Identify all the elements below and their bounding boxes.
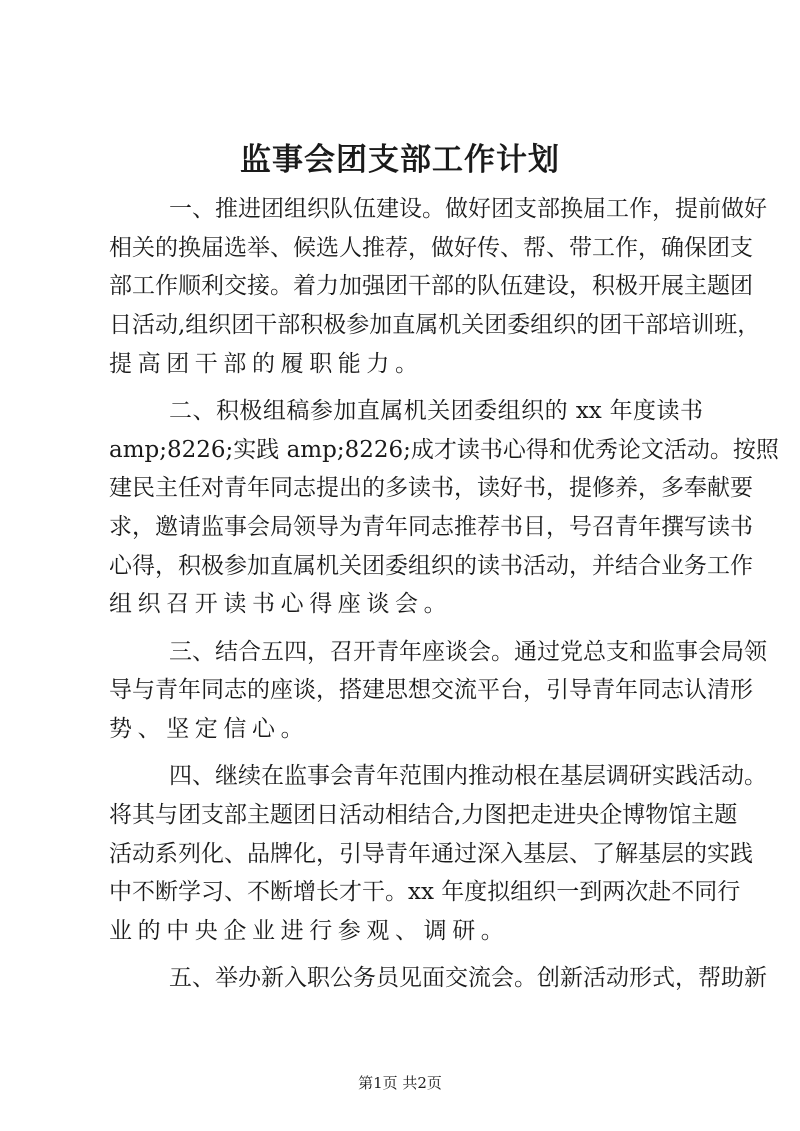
paragraph-2 <box>109 392 779 624</box>
text-line: 活动系列化、品牌化，引导青年通过深入基层、了解基层的实践 <box>109 840 753 867</box>
document-body <box>109 190 779 1006</box>
document-title: 监事会团支部工作计划 <box>240 142 560 178</box>
paragraph-5 <box>109 959 767 998</box>
text-line: 二、积极组稿参加直属机关团委组织的 xx 年度读书 <box>169 397 703 424</box>
text-line: 提高团干部的履职能力。 <box>109 350 424 377</box>
text-line: 四、继续在监事会青年范围内推动根在基层调研实践活动。 <box>169 763 767 790</box>
text-line: 业的中央企业进行参观、调研。 <box>109 917 510 944</box>
text-line: 五、举办新入职公务员见面交流会。创新活动形式，帮助新 <box>169 965 767 992</box>
text-line: amp;8226;实践 amp;8226;成才读书心得和优秀论文活动。按照 <box>109 436 779 463</box>
text-line: 导与青年同志的座谈，搭建思想交流平台，引导青年同志认清形 <box>109 677 753 704</box>
text-line: 中不断学习、不断增长才干。xx 年度拟组织一到两次赴不同行 <box>109 879 741 906</box>
text-line: 建民主任对青年同志提出的多读书，读好书，提修养，多奉献要 <box>109 475 753 502</box>
text-line: 相关的换届选举、候选人推荐，做好传、帮、带工作，确保团支 <box>109 234 753 261</box>
text-line: 组织召开读书心得座谈会。 <box>109 591 453 618</box>
text-line: 心得，积极参加直属机关团委组织的读书活动，并结合业务工作 <box>109 552 753 579</box>
text-line: 势、坚定信心。 <box>109 715 310 742</box>
page-number: 第1页 共2页 <box>358 1074 442 1092</box>
text-line: 将其与团支部主题团日活动相结合,力图把走进央企博物馆主题 <box>109 801 738 828</box>
text-line: 一、推进团组织队伍建设。做好团支部换届工作，提前做好 <box>169 196 767 222</box>
text-line: 求，邀请监事会局领导为青年同志推荐书目，号召青年撰写读书 <box>109 514 753 540</box>
paragraph-1 <box>109 190 767 383</box>
text-line: 日活动,组织团干部积极参加直属机关团委组织的团干部培训班， <box>109 312 761 339</box>
text-line: 部工作顺利交接。着力加强团干部的队伍建设，积极开展主题团 <box>109 273 753 300</box>
text-line: 三、结合五四，召开青年座谈会。通过党总支和监事会局领 <box>169 638 767 665</box>
paragraph-3 <box>109 633 767 749</box>
paragraph-4 <box>109 757 767 950</box>
